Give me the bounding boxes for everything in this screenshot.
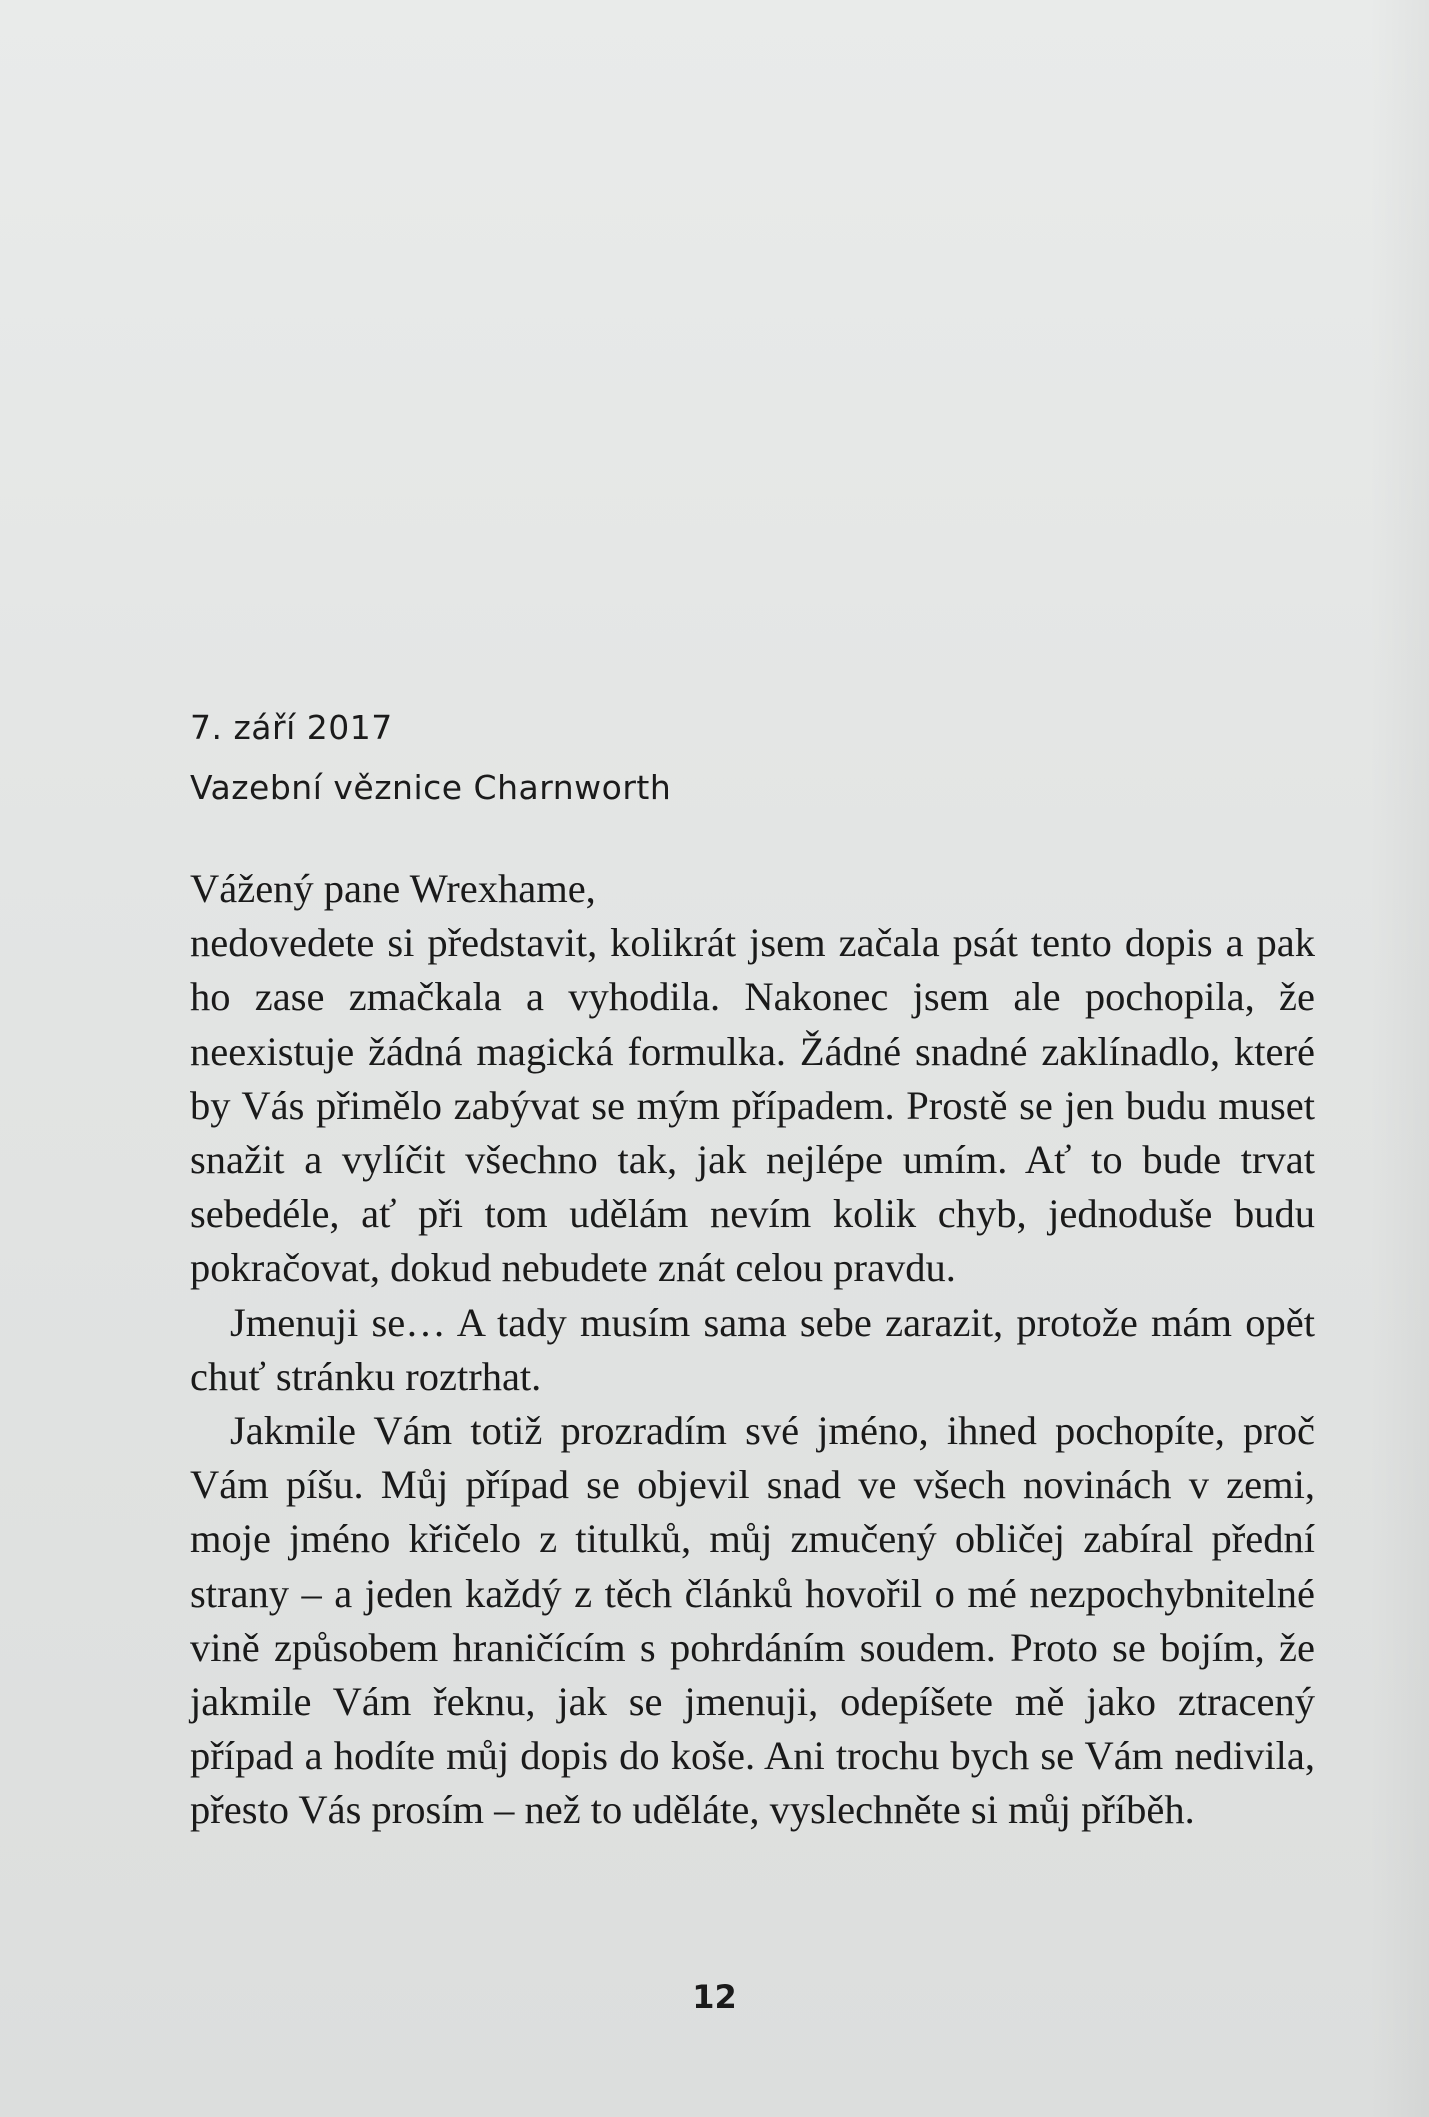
letter-date: 7. září 2017 [190, 708, 393, 747]
letter-place: Vazební věznice Charnworth [190, 768, 672, 807]
letter-paragraph: Jakmile Vám totiž prozradím své jméno, ihned pochopíte, proč Vám píšu. Můj případ se objevil snad ve všech novinách v zemi, moje jméno křičelo z titulků, můj zmučený obličej zabíral přední strany – a jeden každý z těch článků hovořil o mé nezpochybnitelné vině způsobem hraničícím s pohrdáním soudem. Proto se bojím, že jakmile Vám řeknu, jak se jmenuji, odepíšete mě jako ztracený případ a hodíte můj dopis do koše. Ani trochu bych se Vám nedivila, přesto Vás prosím – než to uděláte, vyslechněte si můj příběh. [190, 1408, 1315, 1833]
page-number: 12 [692, 1978, 737, 2016]
letter-body [190, 862, 1315, 1838]
letter-paragraph: nedovedete si představit, kolikrát jsem začala psát tento dopis a pak ho zase zmačkala a vyhodila. Nakonec jsem ale pochopila, že neexistuje žádná magická formulka. Žádné snadné zaklínadlo, které by Vás přimělo zabývat se mým případem. Prostě se jen budu muset snažit a vylíčit všechno tak, jak nejlépe umím. Ať to bude trvat sebedéle, ať při tom udělám nevím kolik chyb, jednoduše budu pokračovat, dokud nebudete znát celou pravdu. [190, 920, 1315, 1291]
page-edge-shadow [1369, 0, 1429, 2117]
letter-salutation: Vážený pane Wrexhame, [190, 866, 596, 911]
letter-paragraph: Jmenuji se… A tady musím sama sebe zarazit, protože mám opět chuť stránku roztrhat. [190, 1299, 1315, 1399]
letter-header [190, 698, 671, 818]
